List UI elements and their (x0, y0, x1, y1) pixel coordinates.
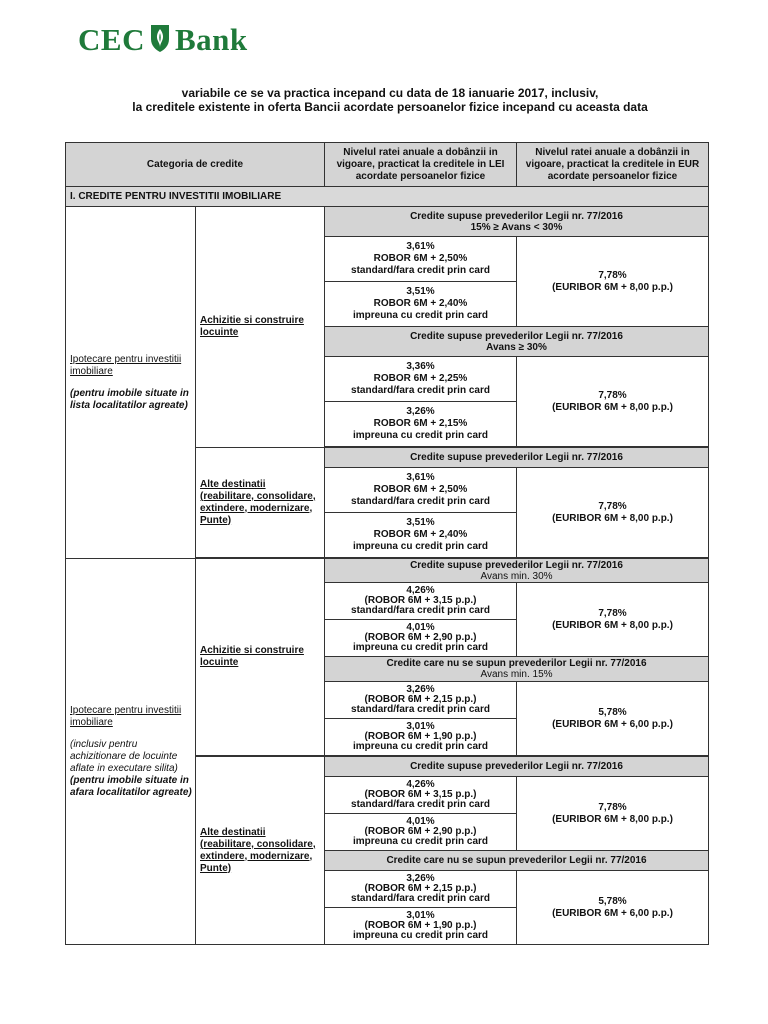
subheader-condition: Avans min. 30% (480, 570, 553, 582)
subheader-condition: Avans ≥ 30% (486, 341, 547, 353)
eur-rate-cell (517, 777, 709, 851)
rate-value: 3,36% (406, 361, 435, 372)
rate-value: 7,78% (598, 607, 627, 619)
lei-rate-cell (325, 908, 517, 945)
subheader-cell (325, 657, 709, 682)
lei-rate-cell (325, 777, 517, 814)
rate-note: standard/fara credit prin card (351, 265, 490, 276)
rate-note: impreuna cu credit prin card (352, 310, 489, 321)
title-line-1: variabile ce se va practica incepand cu data de 18 ianuarie 2017, inclusiv, (181, 86, 599, 100)
rate-value: 4,26% (406, 585, 435, 596)
eur-rate-cell (517, 871, 709, 945)
logo-right-word: Bank (174, 22, 248, 57)
rate-formula: ROBOR 6M + 2,15% (373, 418, 468, 429)
subheader-title: Credite supuse prevederilor Legii nr. 77/2016 (410, 330, 623, 342)
rate-formula: (ROBOR 6M + 2,15 p.p.) (364, 694, 477, 705)
rate-value: 4,01% (406, 622, 435, 633)
lei-rate-cell (325, 513, 517, 558)
rate-value: 5,78% (598, 895, 627, 907)
destination-cell: Alte destinatii (reabilitare, consolidare, extindere, modernizare, Punte) (196, 757, 325, 945)
cec-bank-logo (78, 20, 248, 60)
subheader-cell (325, 207, 709, 237)
rate-note: standard/fara credit prin card (351, 605, 490, 616)
rate-value: 5,78% (598, 706, 627, 718)
rate-value: 4,26% (406, 779, 435, 790)
lei-rate-cell (325, 719, 517, 756)
eur-rate-cell (517, 468, 709, 558)
rate-formula: (ROBOR 6M + 2,90 p.p.) (364, 632, 477, 643)
lei-rate-cell (325, 282, 517, 327)
rate-note: impreuna cu credit prin card (352, 930, 489, 941)
rate-note: impreuna cu credit prin card (352, 541, 489, 552)
subheader-condition: 15% ≥ Avans < 30% (470, 221, 563, 233)
subheader-condition: Avans min. 15% (480, 669, 553, 680)
category-cell (66, 559, 196, 945)
rate-formula: (EURIBOR 6M + 8,00 p.p.) (552, 619, 673, 631)
rate-formula: (EURIBOR 6M + 8,00 p.p.) (552, 813, 673, 825)
lei-rate-cell (325, 583, 517, 620)
destination-cell: Achizitie si construire locuinte (196, 207, 325, 448)
eur-rate-cell (517, 237, 709, 327)
rate-formula: ROBOR 6M + 2,50% (373, 484, 468, 495)
subheader-cell: Credite supuse prevederilor Legii nr. 77/2016 (325, 757, 709, 777)
rate-value: 7,78% (598, 269, 627, 281)
eur-rate-cell (517, 682, 709, 756)
subheader-cell (325, 559, 709, 583)
rate-formula: ROBOR 6M + 2,40% (373, 529, 468, 540)
document-title (60, 86, 720, 114)
cec-shield-icon (149, 23, 171, 58)
lei-rate-cell (325, 682, 517, 719)
destination-cell: Achizitie si construire locuinte (196, 559, 325, 756)
rate-note: standard/fara credit prin card (351, 799, 490, 810)
rate-formula: ROBOR 6M + 2,50% (373, 253, 468, 264)
rate-formula: (EURIBOR 6M + 8,00 p.p.) (552, 401, 673, 413)
subheader-cell (325, 327, 709, 357)
eur-rate-cell (517, 357, 709, 447)
rate-note: impreuna cu credit prin card (352, 430, 489, 441)
subheader-title: Credite supuse prevederilor Legii nr. 77/2016 (410, 559, 623, 571)
rate-value: 3,26% (406, 873, 435, 884)
lei-rate-cell (325, 814, 517, 851)
category-note: (inclusiv pentru achizitionare de locuinte aflate in executare silita) (70, 738, 178, 774)
table-row (66, 559, 709, 583)
header-lei: Nivelul ratei anuale a dobânzii in vigoare, practicat la creditele in LEI acordate persoanelor fizice (325, 143, 517, 187)
logo-left-word: CEC (78, 22, 145, 57)
destination-cell: Alte destinatii (reabilitare, consolidare, extindere, modernizare, Punte) (196, 448, 325, 558)
rate-note: standard/fara credit prin card (351, 704, 490, 715)
rate-formula: (ROBOR 6M + 1,90 p.p.) (364, 731, 477, 742)
rate-note: standard/fara credit prin card (351, 893, 490, 904)
lei-rate-cell (325, 237, 517, 282)
subheader-title: Credite supuse prevederilor Legii nr. 77/2016 (410, 210, 623, 222)
rate-formula: (EURIBOR 6M + 6,00 p.p.) (552, 718, 673, 730)
subheader-title: Credite care nu se supun prevederilor Legii nr. 77/2016 (386, 658, 647, 669)
rate-formula: (EURIBOR 6M + 6,00 p.p.) (552, 907, 673, 919)
section-row (66, 187, 709, 207)
section-title: I. CREDITE PENTRU INVESTITII IMOBILIARE (66, 187, 709, 207)
rate-value: 7,78% (598, 389, 627, 401)
eur-rate-cell (517, 583, 709, 657)
rate-note: standard/fara credit prin card (351, 496, 490, 507)
lei-rate-cell (325, 402, 517, 447)
category-title: Ipotecare pentru investitii imobiliare (70, 704, 182, 728)
subheader-cell: Credite care nu se supun prevederilor Legii nr. 77/2016 (325, 851, 709, 871)
lei-rate-cell (325, 620, 517, 657)
rate-note: impreuna cu credit prin card (352, 741, 489, 752)
rate-value: 3,61% (406, 241, 435, 252)
table-row (66, 207, 709, 237)
rate-formula: ROBOR 6M + 2,40% (373, 298, 468, 309)
category-cell (66, 207, 196, 559)
category-note: (pentru imobile situate in afara localitatilor agreate) (70, 774, 192, 798)
rate-value: 7,78% (598, 500, 627, 512)
rate-formula: (ROBOR 6M + 1,90 p.p.) (364, 920, 477, 931)
lei-rate-cell (325, 871, 517, 908)
rate-value: 3,61% (406, 472, 435, 483)
rate-value: 4,01% (406, 816, 435, 827)
rate-value: 3,01% (406, 910, 435, 921)
rate-formula: (ROBOR 6M + 3,15 p.p.) (364, 789, 477, 800)
lei-rate-cell (325, 357, 517, 402)
rate-value: 3,01% (406, 721, 435, 732)
rate-formula: (EURIBOR 6M + 8,00 p.p.) (552, 281, 673, 293)
lei-rate-cell (325, 468, 517, 513)
title-line-2: la creditele existente in oferta Bancii acordate persoanelor fizice incepand cu aceasta data (132, 100, 648, 114)
rate-value: 3,51% (406, 286, 435, 297)
rate-formula: (ROBOR 6M + 2,15 p.p.) (364, 883, 477, 894)
category-title: Ipotecare pentru investitii imobiliare (70, 353, 182, 377)
subheader-cell: Credite supuse prevederilor Legii nr. 77/2016 (325, 448, 709, 468)
rate-value: 7,78% (598, 801, 627, 813)
rate-note: standard/fara credit prin card (351, 385, 490, 396)
table-header-row (66, 143, 709, 187)
rate-note: impreuna cu credit prin card (352, 642, 489, 653)
rate-formula: (ROBOR 6M + 3,15 p.p.) (364, 595, 477, 606)
rate-formula: (ROBOR 6M + 2,90 p.p.) (364, 826, 477, 837)
rate-value: 3,26% (406, 406, 435, 417)
header-eur: Nivelul ratei anuale a dobânzii in vigoare, practicat la creditele in EUR acordate persoanelor fizice (517, 143, 709, 187)
header-category: Categoria de credite (66, 143, 325, 187)
rate-formula: (EURIBOR 6M + 8,00 p.p.) (552, 512, 673, 524)
rate-note: impreuna cu credit prin card (352, 836, 489, 847)
rate-value: 3,26% (406, 684, 435, 695)
category-note: (pentru imobile situate in lista localitatilor agreate) (70, 387, 189, 411)
rate-value: 3,51% (406, 517, 435, 528)
rate-formula: ROBOR 6M + 2,25% (373, 373, 468, 384)
interest-rates-table (65, 142, 709, 945)
